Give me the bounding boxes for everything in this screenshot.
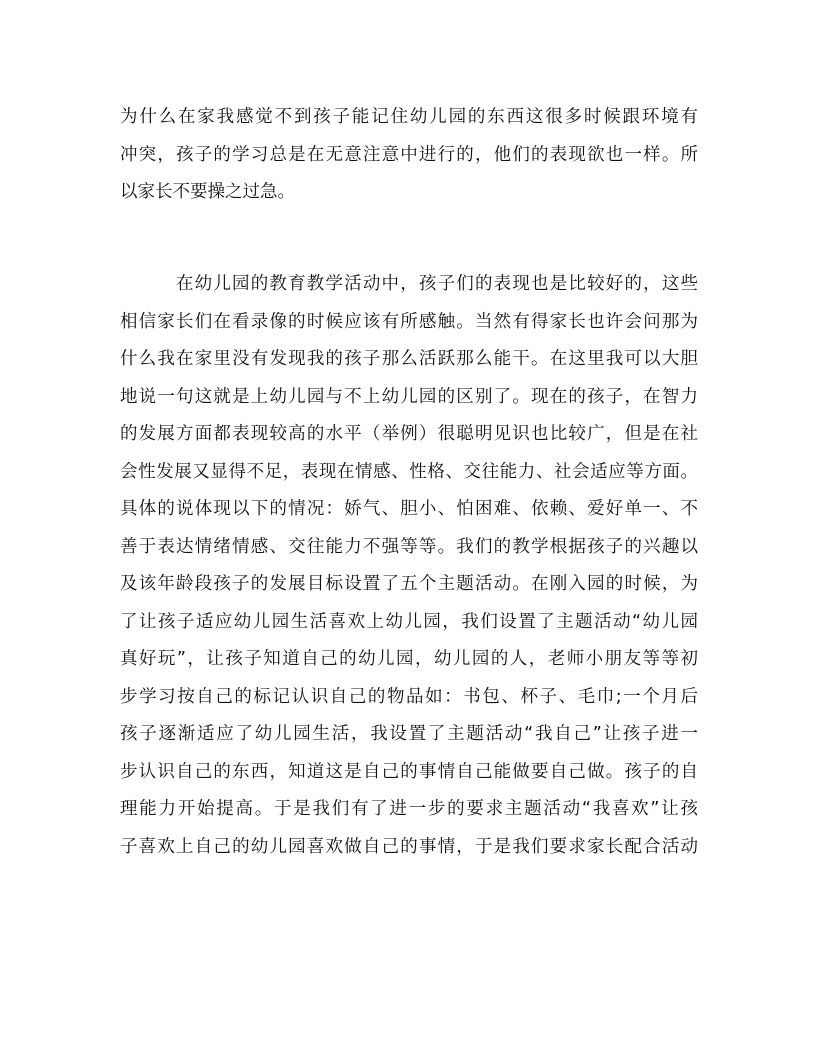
text-line: 为什么在家我感觉不到孩子能记住幼儿园的东西这很多时候跟环境有 (120, 107, 698, 127)
paragraph-2 (120, 266, 698, 866)
text-line: 什么我在家里没有发现我的孩子那么活跃那么能干。在这里我可以大胆 (120, 349, 698, 369)
text-line: 地说一句这就是上幼儿园与不上幼儿园的区别了。现在的孩子，在智力 (120, 386, 698, 407)
paragraph-1 (120, 99, 698, 212)
text-line: 步认识自己的东西，知道这是自己的事情自己能做要自己做。孩子的自 (120, 761, 698, 782)
text-line: 及该年龄段孩子的发展目标设置了五个主题活动。在刚入园的时候，为 (120, 574, 698, 594)
text-line: 以家长不要操之过急。 (120, 182, 295, 202)
text-line: 理能力开始提高。于是我们有了进一步的要求主题活动“我喜欢”让孩 (120, 799, 698, 819)
text-line: 步学习按自己的标记认识自己的物品如：书包、杯子、毛巾;一个月后 (120, 686, 698, 707)
text-line: 在幼儿园的教育教学活动中，孩子们的表现也是比较好的，这些 (176, 274, 698, 294)
text-line: 冲突，孩子的学习总是在无意注意中进行的，他们的表现欲也一样。所 (120, 144, 698, 165)
text-line: 了让孩子适应幼儿园生活喜欢上幼儿园，我们设置了主题活动“幼儿园 (120, 611, 698, 632)
text-line: 子喜欢上自己的幼儿园喜欢做自己的事情，于是我们要求家长配合活动 (120, 836, 698, 857)
text-line: 真好玩”，让孩子知道自己的幼儿园，幼儿园的人，老师小朋友等等初 (120, 649, 698, 669)
text-line: 善于表达情绪情感、交往能力不强等等。我们的教学根据孩子的兴趣以 (120, 536, 698, 557)
text-line: 会性发展又显得不足，表现在情感、性格、交往能力、社会适应等方面。 (120, 461, 698, 482)
text-line: 的发展方面都表现较高的水平（举例）很聪明见识也比较广，但是在社 (120, 424, 698, 444)
text-line: 孩子逐渐适应了幼儿园生活，我设置了主题活动“我自己”让孩子进一 (120, 724, 698, 744)
text-line: 相信家长们在看录像的时候应该有所感触。当然有得家长也许会问那为 (120, 311, 698, 332)
text-line: 具体的说体现以下的情况：娇气、胆小、怕困难、依赖、爱好单一、不 (120, 499, 698, 519)
